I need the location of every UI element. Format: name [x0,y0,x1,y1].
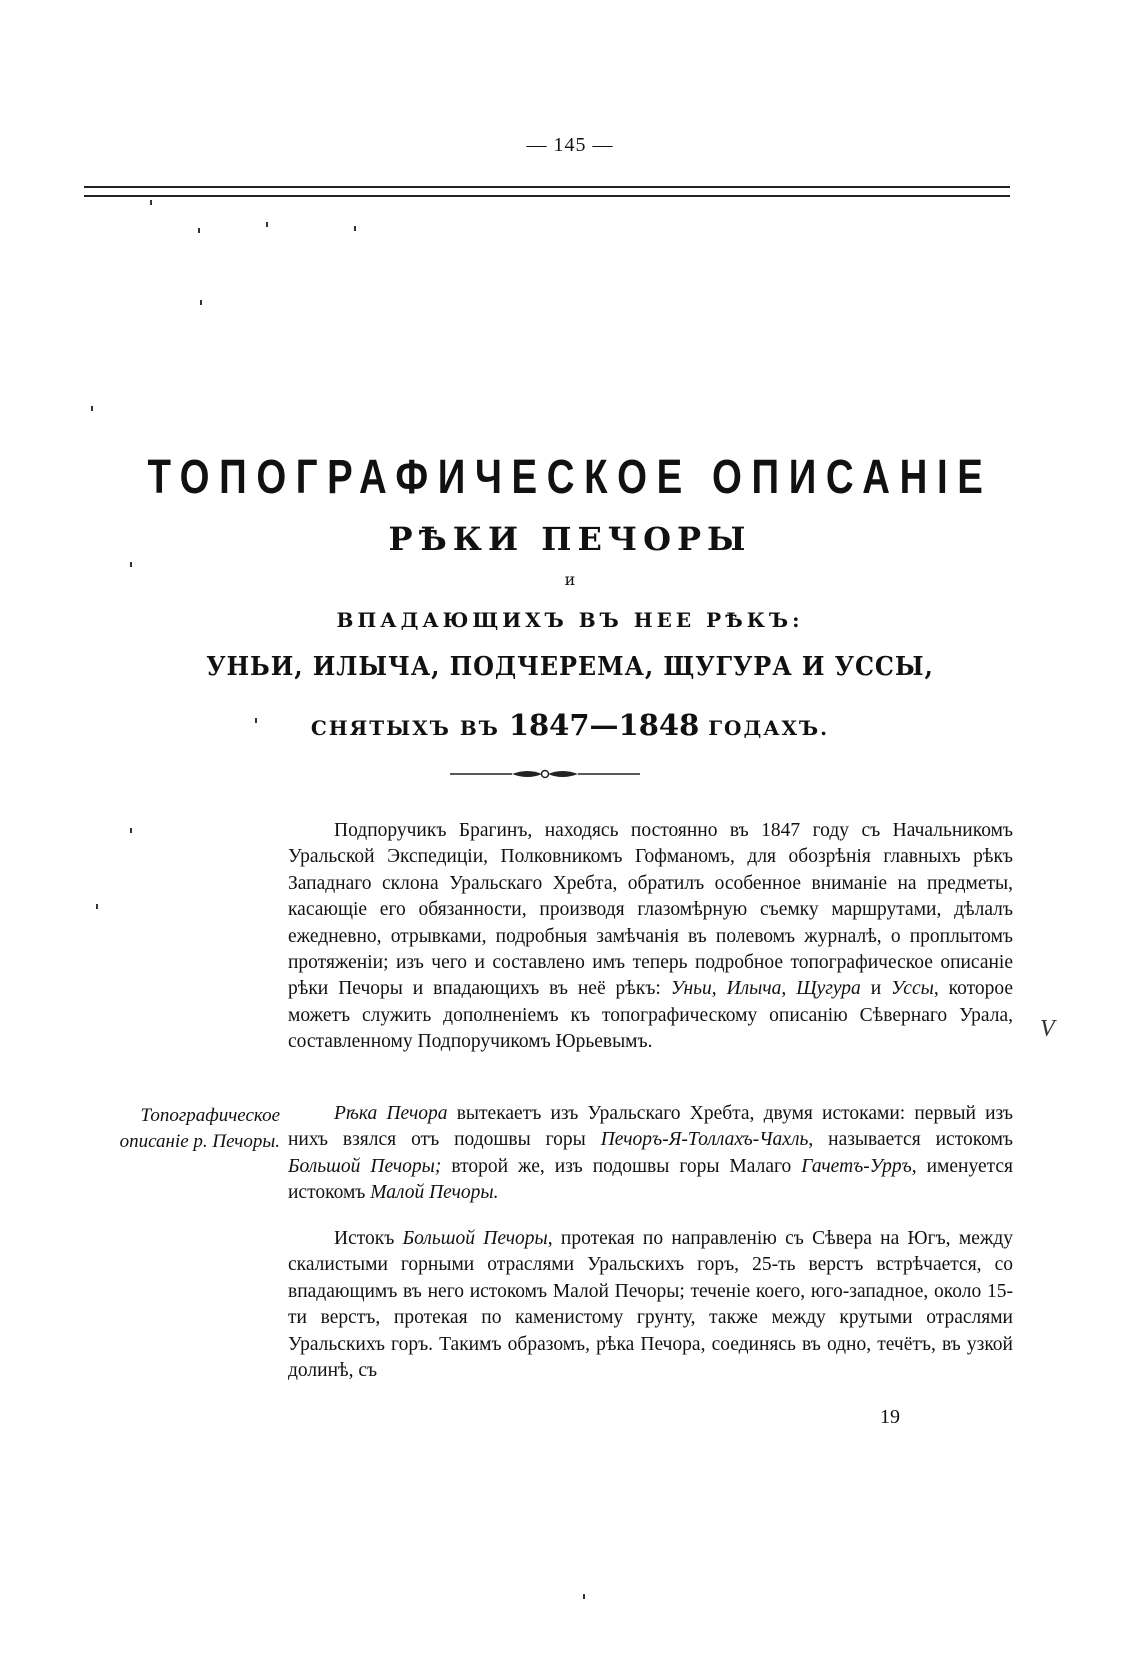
title-tributaries-heading: ВПАДАЮЩИХЪ ВЪ НЕЕ РѢКЪ: [336,608,804,632]
scan-speck [255,718,257,723]
scan-speck [96,904,98,909]
scan-speck [200,300,202,305]
margin-checkmark: V [1040,1016,1055,1042]
header-rule [84,186,1010,197]
sidenote-line2: описаніе р. Печоры. [119,1131,280,1152]
scan-speck [583,1594,585,1599]
title-conjunction: и [564,570,576,589]
scan-speck [150,200,152,205]
scan-speck [266,222,268,227]
scan-speck [91,406,93,411]
sidenote [92,1103,280,1155]
title-years-pre: СНЯТЫХЪ ВЪ [310,716,500,740]
title-years: 1847—1848 [508,708,700,742]
sidenote-line1: Топографическое [140,1105,280,1126]
page-number: — 145 — [526,134,614,156]
paragraph-intro: Подпоручикъ Брагинъ, находясь постоянно въ 1847 году съ Начальникомъ Уральской Экспедиціи, Полковникомъ Гофманомъ, для обозрѣнія главныхъ рѣкъ Западнаго склона Уральскаго Хребта, обратилъ особенное вниманіе на предметы, касающіе его обязанности, производя глазомѣрную съемку маршрутами, дѣлалъ ежедневно, отрывками, подробныя замѣчанія въ полевомъ журналѣ, о проплытомъ протяженіи; изъ чего и составлено имъ теперь подробное топографическое описаніе рѣки Печоры и впадающихъ въ неё рѣкъ: Уньи, Илыча, Щугура и Уссы, которое можетъ служить дополненіемъ къ топографическому описанію Сѣвернаго Урала, составленному Подпоручикомъ Юрьевымъ. [288,820,1014,1053]
paragraph-pechora-sources: Рѣка Печора вытекаетъ изъ Уральскаго Хребта, двумя истоками: первый изъ нихъ взялся отъ подошвы горы Печоръ-Я-Толлахъ-Чахль, называется истокомъ Большой Печоры; второй же, изъ подошвы горы Малаго Гачетъ-Урръ, именуется истокомъ Малой Печоры. [288,1103,1014,1204]
title-main: ТОПОГРАФИЧЕСКОЕ ОПИСАНІЕ [147,451,993,504]
title-tributaries-list: УНЬИ, ИЛЫЧА, ПОДЧЕРЕМА, ЩУГУРА И УССЫ, [206,652,934,682]
title-years-post: ГОДАХЪ. [708,716,830,740]
title-years-line [0,708,1140,742]
scan-speck [130,562,132,567]
scan-speck [354,226,356,231]
title-river: РѢКИ ПЕЧОРЫ [388,520,752,558]
scan-speck [198,228,200,233]
paragraph-bolshaya-pechora: Истокъ Большой Печоры, протекая по направленію съ Сѣвера на Югъ, между скалистыми горными отраслями Уральскихъ горъ, 25-ть верстъ встрѣчается, со впадающимъ въ него истокомъ Малой Печоры; теченіе коего, юго-западное, около 15-ти верстъ, протекая по каменистому грунту, также между крутыми отраслями Уральскихъ горъ. Такимъ образомъ, рѣка Печора, соединясь въ одно, течётъ, въ узкой долинѣ, съ [288,1228,1013,1382]
ornament-divider [450,767,640,781]
scan-speck [130,828,132,833]
signature-number: 19 [880,1406,900,1428]
